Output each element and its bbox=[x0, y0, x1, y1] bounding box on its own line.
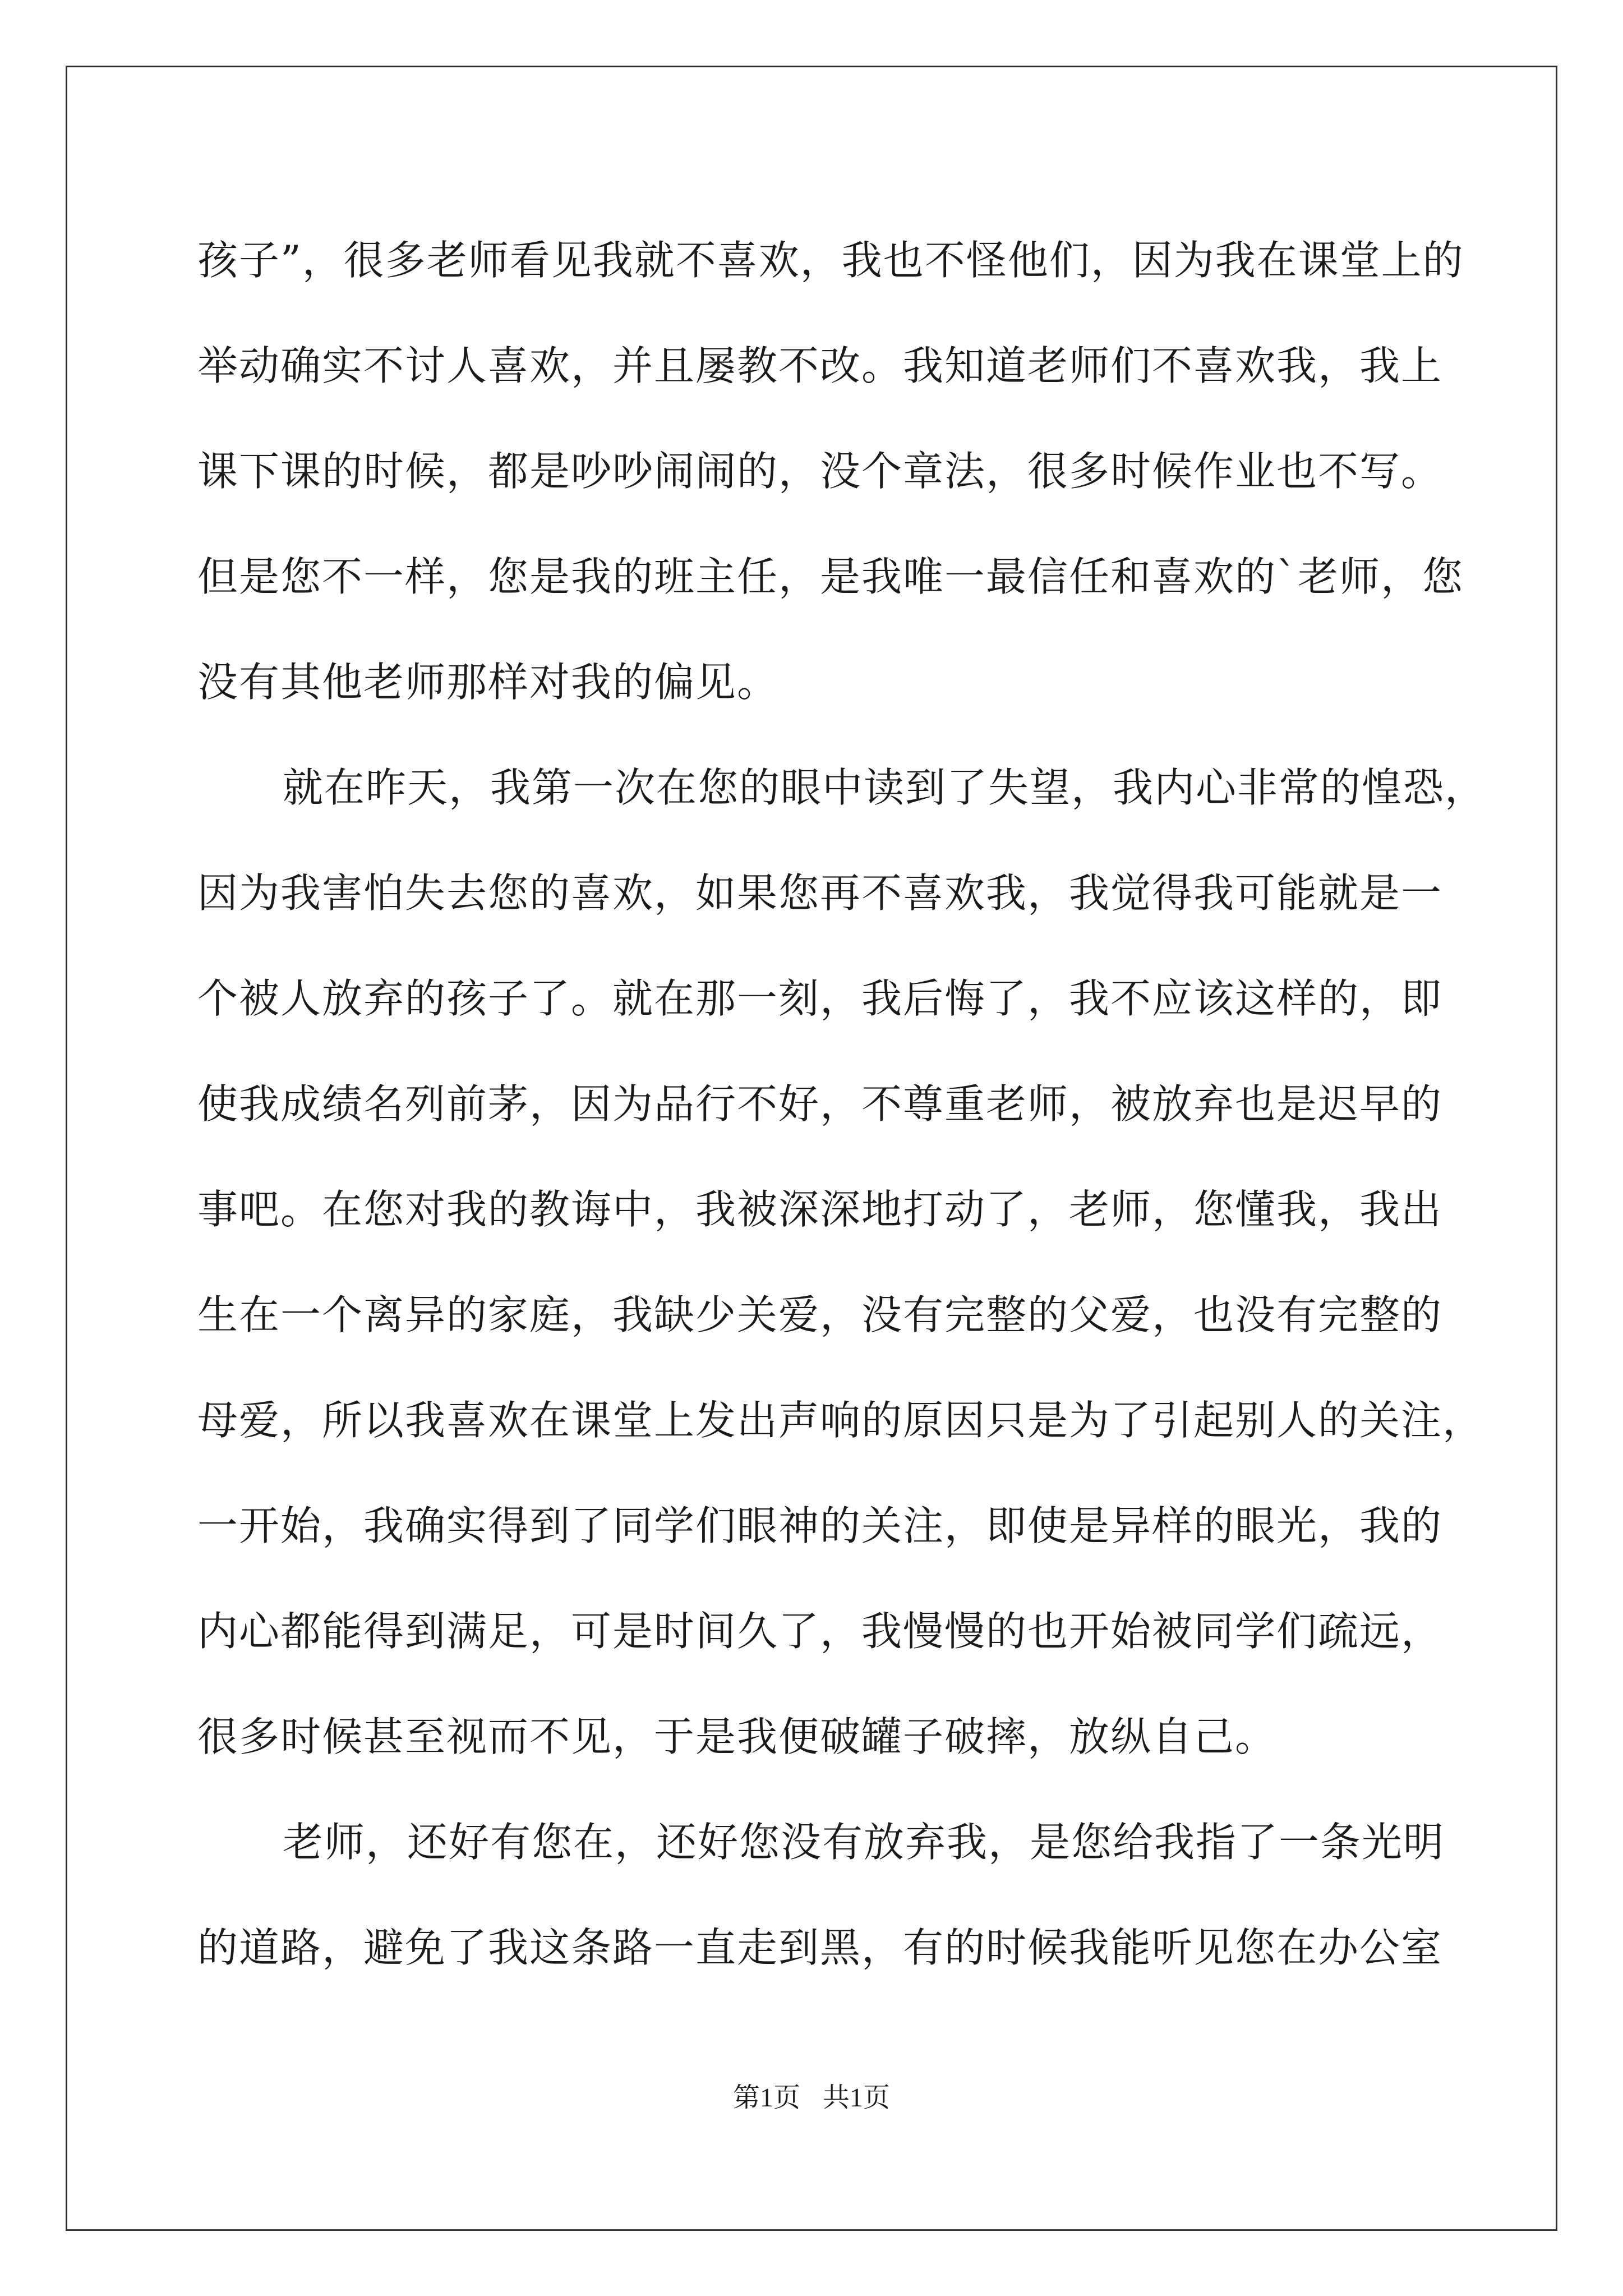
text-line: 的道路，避免了我这条路一直走到黑，有的时候我能听见您在办公室 bbox=[197, 1924, 1443, 1971]
paragraph-start-line: 老师，还好有您在，还好您没有放弃我，是您给我指了一条光明 bbox=[283, 1819, 1445, 1866]
page-footer bbox=[0, 2076, 1623, 2114]
text-line: 举动确实不讨人喜欢，并且屡教不改。我知道老师们不喜欢我，我上 bbox=[197, 342, 1443, 389]
text-line: 课下课的时候，都是吵吵闹闹的，没个章法，很多时候作业也不写。 bbox=[197, 448, 1443, 495]
text-line: 个被人放弃的孩子了。就在那一刻，我后悔了，我不应该这样的，即 bbox=[197, 975, 1443, 1022]
text-line: 孩子”，很多老师看见我就不喜欢，我也不怪他们，因为我在课堂上的 bbox=[197, 237, 1464, 284]
paragraph-start-line: 就在昨天，我第一次在您的眼中读到了失望，我内心非常的惶恐， bbox=[283, 764, 1487, 811]
text-line: 很多时候甚至视而不见，于是我便破罐子破摔，放纵自己。 bbox=[197, 1713, 1277, 1760]
text-line: 使我成绩名列前茅，因为品行不好，不尊重老师，被放弃也是迟早的 bbox=[197, 1080, 1443, 1128]
total-pages: 共1页 bbox=[823, 2083, 891, 2113]
text-line: 没有其他老师那样对我的偏见。 bbox=[197, 659, 779, 706]
text-line: 生在一个离异的家庭，我缺少关爱，没有完整的父爱，也没有完整的 bbox=[197, 1291, 1443, 1338]
text-line: 事吧。在您对我的教诲中，我被深深地打动了，老师，您懂我，我出 bbox=[197, 1186, 1443, 1233]
text-line: 因为我害怕失去您的喜欢，如果您再不喜欢我，我觉得我可能就是一 bbox=[197, 869, 1443, 917]
text-line: 母爱，所以我喜欢在课堂上发出声响的原因只是为了引起别人的关注， bbox=[197, 1397, 1484, 1444]
text-line: 一开始，我确实得到了同学们眼神的关注，即使是异样的眼光，我的 bbox=[197, 1502, 1443, 1549]
document-body bbox=[197, 208, 1487, 2000]
page-number: 第1页 bbox=[732, 2083, 800, 2113]
text-line: 但是您不一样，您是我的班主任，是我唯一最信任和喜欢的`老师，您 bbox=[197, 553, 1464, 600]
text-line: 内心都能得到满足，可是时间久了，我慢慢的也开始被同学们疏远， bbox=[197, 1608, 1443, 1655]
